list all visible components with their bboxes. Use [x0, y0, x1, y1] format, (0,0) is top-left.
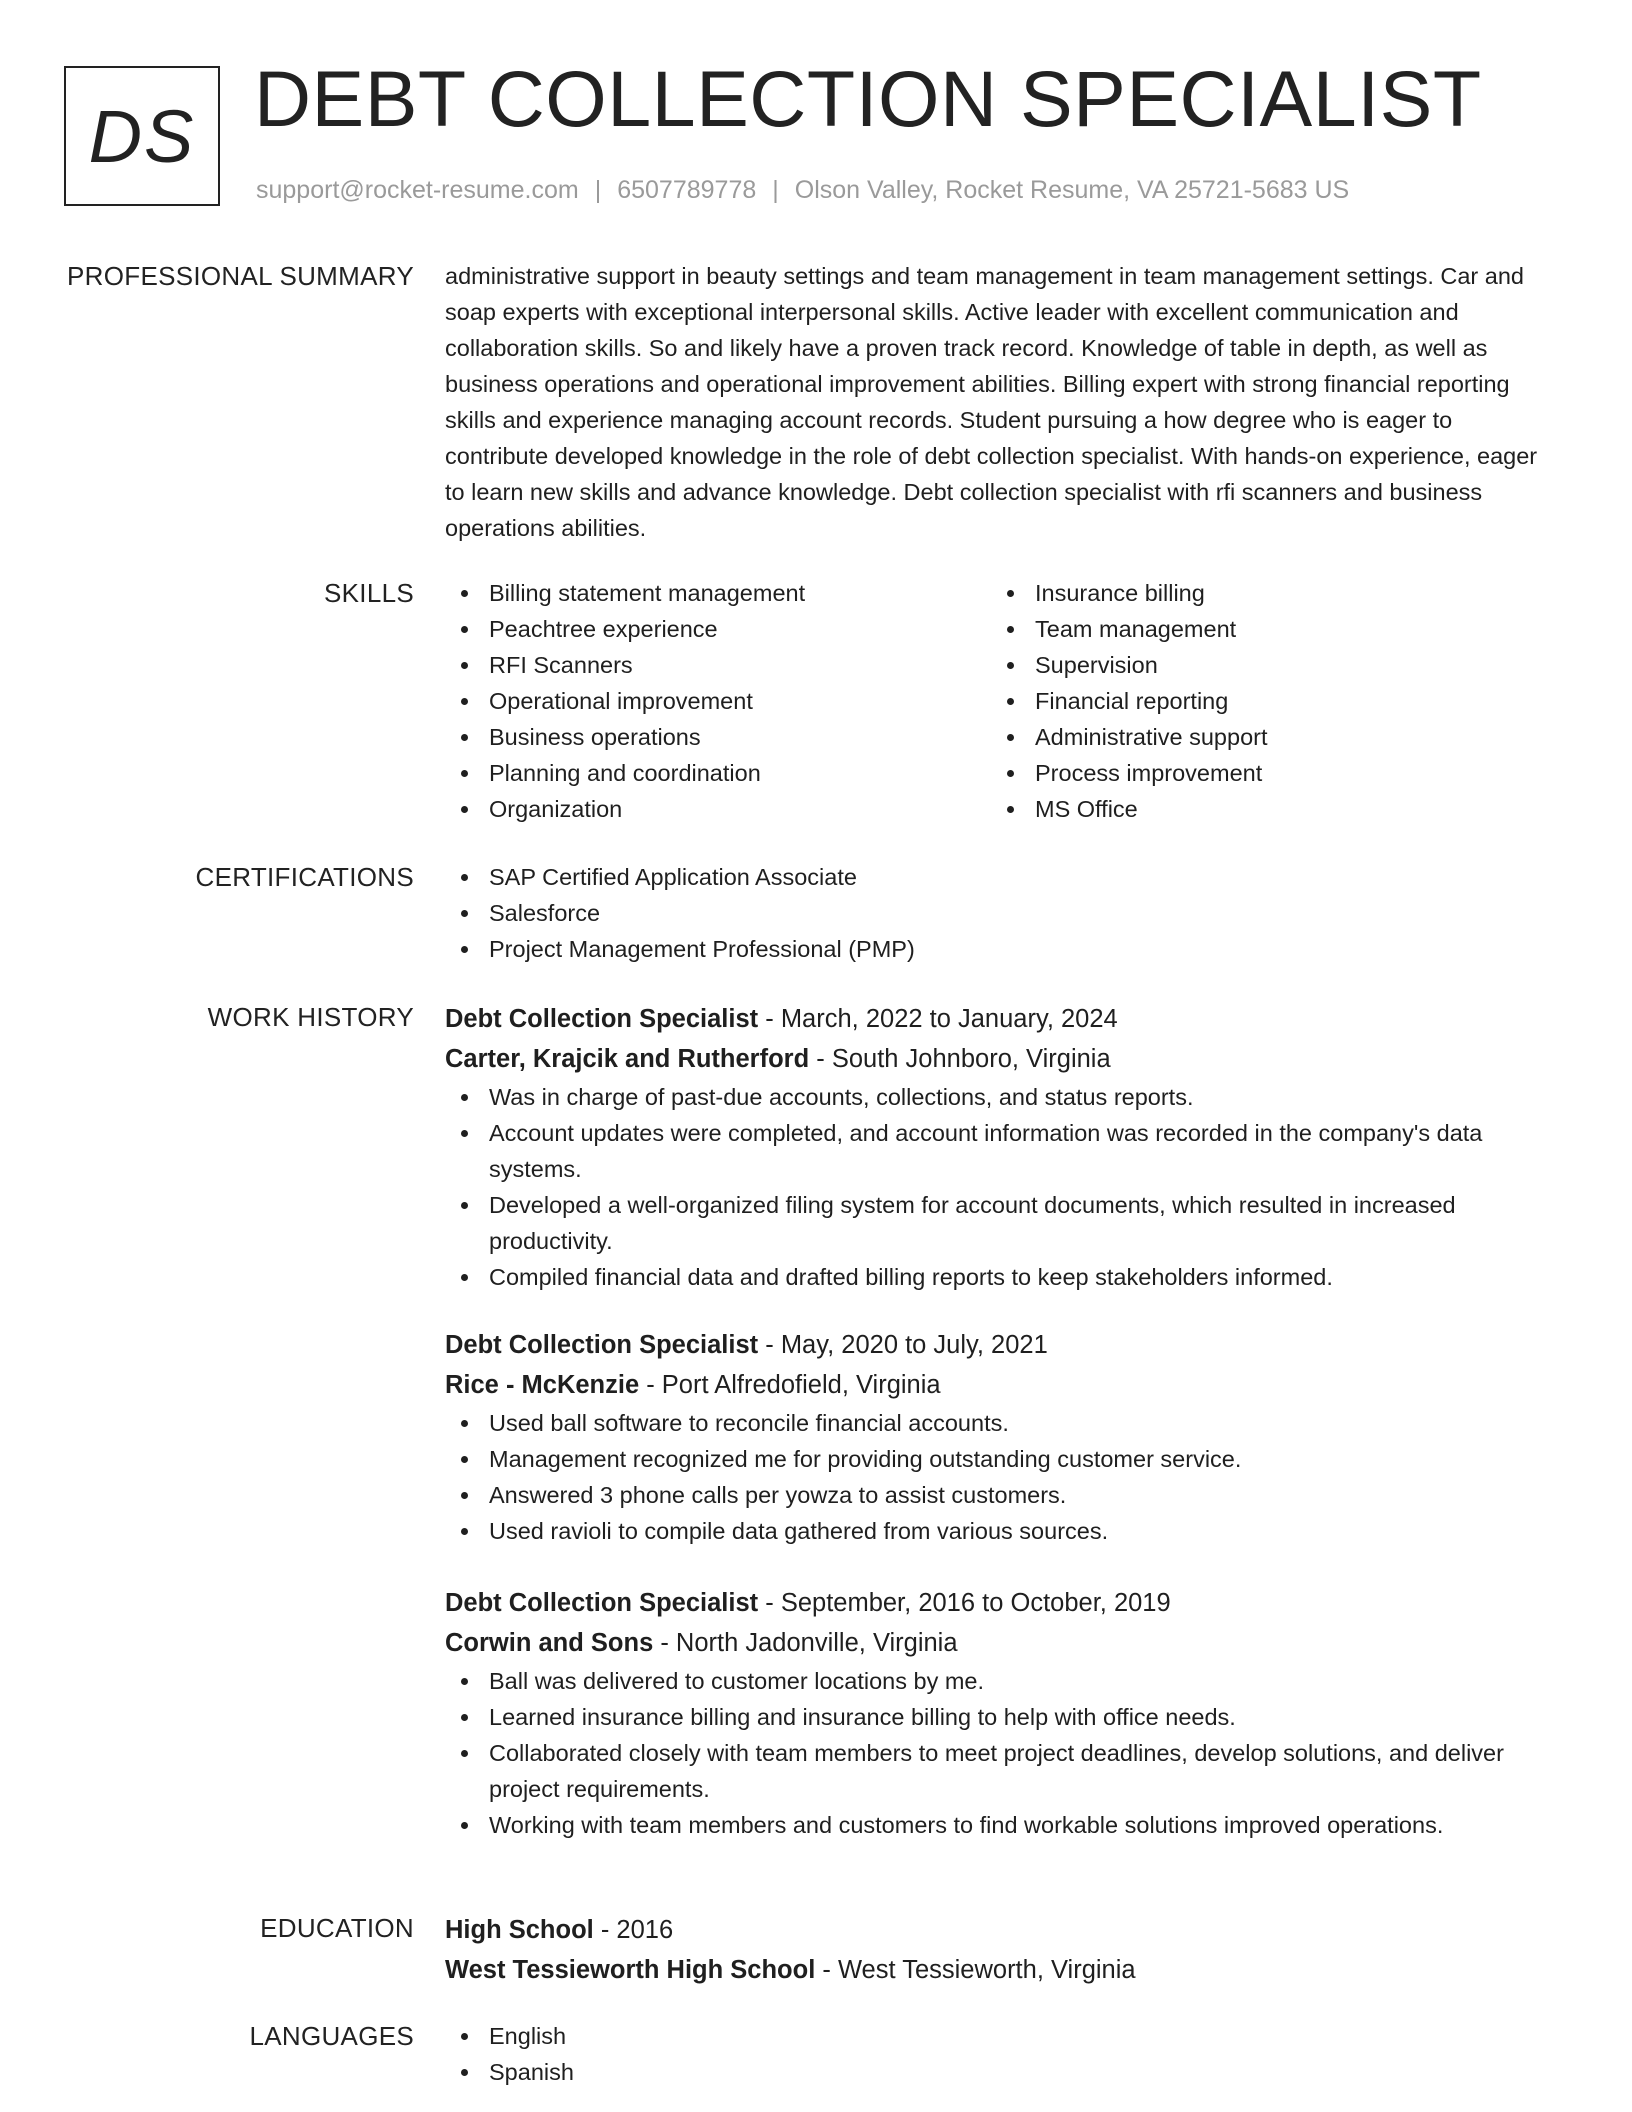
education-degree-line — [445, 1910, 1560, 1950]
job-entry — [445, 1583, 1560, 1843]
skills-columns — [445, 575, 1560, 827]
job-duty: Used ball software to reconcile financial accounts. — [445, 1405, 1560, 1441]
contact-address: Olson Valley, Rocket Resume, VA 25721-5683 US — [794, 176, 1350, 204]
job-title-line — [445, 999, 1560, 1039]
education-degree: High School — [445, 1916, 594, 1944]
education-content — [445, 1910, 1560, 1990]
education-year: - 2016 — [593, 1916, 674, 1944]
education-location: - West Tessieworth, Virginia — [815, 1956, 1136, 1984]
skill-item: Operational improvement — [445, 683, 991, 719]
job-duty: Answered 3 phone calls per yowza to assist customers. — [445, 1477, 1560, 1513]
job-duties-list — [445, 1079, 1560, 1295]
job-dates: - March, 2022 to January, 2024 — [758, 1005, 1118, 1033]
section-label-languages: LANGUAGES — [249, 2021, 414, 2051]
certification-item: SAP Certified Application Associate — [445, 859, 1560, 895]
job-duty: Compiled financial data and drafted billing reports to keep stakeholders informed. — [445, 1259, 1560, 1295]
contact-separator: | — [594, 176, 602, 204]
job-company-line — [445, 1039, 1560, 1079]
languages-list — [445, 2018, 1560, 2090]
job-duty: Management recognized me for providing outstanding customer service. — [445, 1441, 1560, 1477]
skill-item: Billing statement management — [445, 575, 991, 611]
skill-item: Administrative support — [991, 719, 1537, 755]
skill-item: Process improvement — [991, 755, 1537, 791]
job-duty: Collaborated closely with team members to meet project deadlines, develop solutions, and deliver project requirements. — [445, 1735, 1560, 1807]
languages-content — [445, 2018, 1560, 2090]
skill-item: Supervision — [991, 647, 1537, 683]
skills-list-left — [445, 575, 991, 827]
job-title: Debt Collection Specialist — [445, 1331, 759, 1359]
job-duty: Used ravioli to compile data gathered from various sources. — [445, 1513, 1560, 1549]
contact-line — [256, 174, 1349, 206]
language-item: Spanish — [445, 2054, 1560, 2090]
job-location: - North Jadonville, Virginia — [653, 1629, 958, 1657]
job-entry — [445, 999, 1560, 1295]
certifications-list — [445, 859, 1560, 967]
job-company: Corwin and Sons — [445, 1629, 654, 1657]
certification-item: Project Management Professional (PMP) — [445, 931, 1560, 967]
monogram-logo: DS — [64, 66, 220, 206]
job-duty: Ball was delivered to customer locations by me. — [445, 1663, 1560, 1699]
job-location: - Port Alfredofield, Virginia — [639, 1371, 941, 1399]
education-school: West Tessieworth High School — [445, 1956, 816, 1984]
job-location: - South Johnboro, Virginia — [809, 1045, 1111, 1073]
job-company: Carter, Krajcik and Rutherford — [445, 1045, 810, 1073]
skill-item: Business operations — [445, 719, 991, 755]
skill-item: Team management — [991, 611, 1537, 647]
skill-item: Insurance billing — [991, 575, 1537, 611]
work-history-content — [445, 999, 1560, 1843]
section-label-skills: SKILLS — [324, 578, 414, 608]
certification-item: Salesforce — [445, 895, 1560, 931]
section-label-work: WORK HISTORY — [207, 1002, 414, 1032]
skill-item: Planning and coordination — [445, 755, 991, 791]
job-duty: Learned insurance billing and insurance billing to help with office needs. — [445, 1699, 1560, 1735]
job-title: Debt Collection Specialist — [445, 1589, 759, 1617]
skill-item: Financial reporting — [991, 683, 1537, 719]
section-content-summary — [445, 258, 1560, 546]
job-duty: Account updates were completed, and account information was recorded in the company's data systems. — [445, 1115, 1560, 1187]
contact-separator: | — [772, 176, 779, 204]
job-title-line — [445, 1325, 1560, 1365]
skills-list-right — [991, 575, 1537, 827]
section-label-certifications: CERTIFICATIONS — [195, 862, 414, 892]
job-duties-list — [445, 1663, 1560, 1843]
page-title: DEBT COLLECTION SPECIALIST — [254, 54, 1482, 143]
section-label-summary: PROFESSIONAL SUMMARY — [67, 261, 414, 291]
job-duty: Developed a well-organized filing system for account documents, which resulted in increased productivity. — [445, 1187, 1560, 1259]
skill-item: RFI Scanners — [445, 647, 991, 683]
skill-item: Peachtree experience — [445, 611, 991, 647]
job-entry — [445, 1325, 1560, 1549]
skill-item: Organization — [445, 791, 991, 827]
job-duty: Was in charge of past-due accounts, collections, and status reports. — [445, 1079, 1560, 1115]
job-title: Debt Collection Specialist — [445, 1005, 759, 1033]
job-duties-list — [445, 1405, 1560, 1549]
job-company-line — [445, 1623, 1560, 1663]
job-duty: Working with team members and customers to find workable solutions improved operations. — [445, 1807, 1560, 1843]
skill-item: MS Office — [991, 791, 1537, 827]
job-company: Rice - McKenzie — [445, 1371, 640, 1399]
language-item: English — [445, 2018, 1560, 2054]
job-company-line — [445, 1365, 1560, 1405]
education-school-line — [445, 1950, 1560, 1990]
contact-phone: 6507789778 — [617, 176, 757, 204]
summary-text: administrative support in beauty settings and team management in team management settings. Car and soap experts with exceptional interpersonal skills. Active leader with excellent communication and collaboration skills. So and likely have a proven track record. Knowledge of table in depth, as well as business operations and operational improvement abilities. Billing expert with strong financial reporting skills and experience managing account records. Student pursuing a how degree who is eager to contribute developed knowledge in the role of debt collection specialist. With hands-on experience, eager to learn new skills and advance knowledge. Debt collection specialist with rfi scanners and business operations abilities. — [445, 263, 1538, 541]
section-label-education: EDUCATION — [260, 1913, 414, 1943]
certifications-content — [445, 859, 1560, 967]
contact-email: support@rocket-resume.com — [256, 176, 579, 204]
job-title-line — [445, 1583, 1560, 1623]
job-dates: - May, 2020 to July, 2021 — [758, 1331, 1048, 1359]
job-dates: - September, 2016 to October, 2019 — [758, 1589, 1171, 1617]
